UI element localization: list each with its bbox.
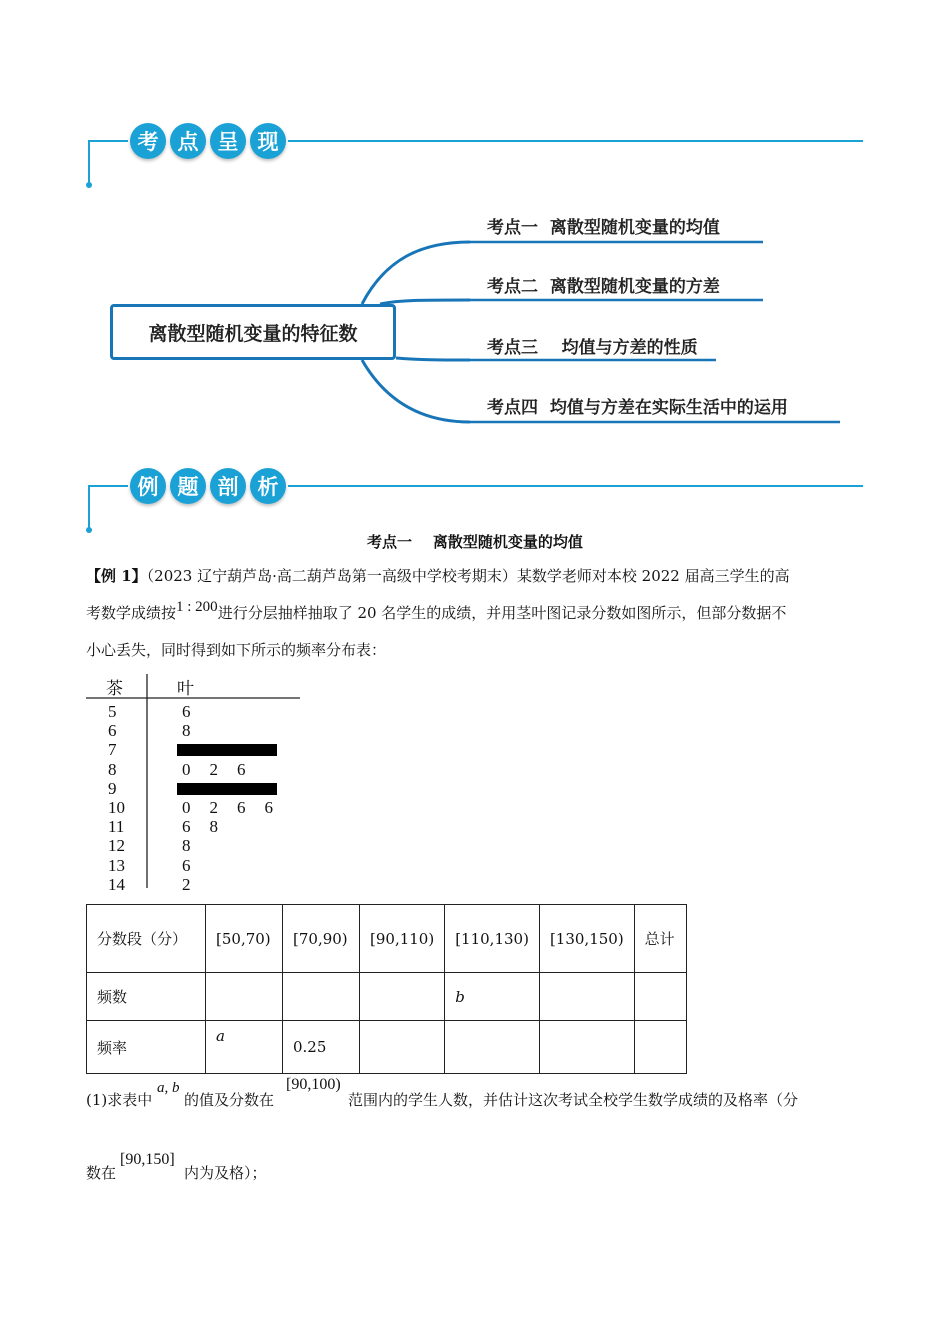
table-row — [87, 973, 687, 1021]
stem-value: 11 — [108, 817, 125, 837]
example-source: （2023 辽宁葫芦岛·高二葫芦岛第一高级中学校考期末）某数学老师对本校 2022 届高三学生的高 — [146, 567, 790, 585]
stem-value: 7 — [108, 740, 117, 760]
example-line-1 — [86, 567, 866, 585]
stem-value: 8 — [108, 759, 117, 779]
question-text: 内为及格）； — [184, 1164, 267, 1182]
table-cell — [283, 973, 360, 1021]
banner-char: 题 — [170, 468, 206, 504]
banner-char: 例 — [130, 468, 166, 504]
banner-char: 考 — [130, 123, 166, 159]
leaf-header: 叶 — [177, 679, 194, 699]
leaf-value: 8 — [182, 836, 191, 856]
banner-char: 现 — [250, 123, 286, 159]
leaf-value: 0 — [182, 798, 191, 817]
table-cell: b — [445, 973, 540, 1021]
banner-char: 剖 — [210, 468, 246, 504]
hidden-leaves-bar — [177, 783, 277, 795]
table-header-cell: [70,90) — [283, 905, 360, 973]
leaf-value: 8 — [182, 721, 191, 741]
leaf-value: 6 — [237, 759, 246, 779]
branch-curve — [362, 360, 470, 422]
table-cell: 0.25 — [283, 1021, 360, 1074]
table-header-cell: [50,70) — [206, 905, 283, 973]
table-cell — [360, 1021, 445, 1074]
question-text: 范围内的学生人数，并估计这次考试全校学生数学成绩的及格率（分 — [348, 1091, 799, 1109]
banner-char: 点 — [170, 123, 206, 159]
mindmap-center: 离散型随机变量的特征数 — [110, 304, 396, 360]
table-header-cell: 总计 — [634, 905, 686, 973]
table-cell: a — [206, 1021, 283, 1074]
stem-value: 12 — [108, 836, 125, 856]
example-label: 【例 1】 — [86, 567, 147, 585]
stem-value: 13 — [108, 855, 125, 875]
mindmap-item: 考点一 离散型随机变量的均值 — [487, 218, 720, 238]
question-1-line-1 — [86, 1076, 876, 1119]
banner-line — [88, 140, 90, 184]
table-header-cell: [90,110) — [360, 905, 445, 973]
table-cell — [445, 1021, 540, 1074]
table-cell — [634, 1021, 686, 1074]
banner-line — [88, 485, 90, 529]
leaf-value: 6 — [264, 798, 273, 817]
interval-formula: [90,150] — [120, 1151, 175, 1168]
leaf-value: 6 — [182, 817, 191, 837]
banner-title — [130, 123, 286, 159]
mindmap-item: 考点四 均值与方差在实际生活中的运用 — [487, 398, 788, 418]
example-line-2 — [86, 599, 866, 623]
leaf-value: 8 — [209, 817, 218, 837]
leaf-value: 6 — [182, 702, 191, 721]
question-text: 数在 — [86, 1164, 117, 1182]
frequency-table — [86, 904, 687, 1074]
question-text: 的值及分数在 — [184, 1091, 275, 1109]
example-text: 考数学成绩按 — [86, 604, 177, 622]
banner-char: 析 — [250, 468, 286, 504]
stem-value: 10 — [108, 798, 125, 817]
stem-value: 9 — [108, 778, 117, 798]
table-cell: 频率 — [87, 1021, 206, 1074]
hidden-leaves-bar — [177, 744, 277, 756]
example-text: 进行分层抽样抽取了 20 名学生的成绩，并用茎叶图记录分数如图所示，但部分数据不 — [217, 604, 787, 622]
stem-value: 14 — [108, 874, 125, 894]
stem-value: 5 — [108, 702, 117, 721]
table-header-cell: [130,150) — [539, 905, 634, 973]
mindmap-item: 考点三 均值与方差的性质 — [487, 338, 698, 358]
stem-leaf-plot — [86, 672, 306, 894]
table-cell — [539, 1021, 634, 1074]
banner-line — [88, 485, 128, 487]
banner-char: 呈 — [210, 123, 246, 159]
leaf-value: 2 — [182, 874, 191, 894]
table-cell — [206, 973, 283, 1021]
table-cell — [634, 973, 686, 1021]
table-cell — [539, 973, 634, 1021]
table-header-cell: 分数段（分） — [87, 905, 206, 973]
banner-dot — [86, 182, 92, 188]
branch-curve — [396, 358, 470, 360]
branch-curve — [362, 242, 470, 304]
table-cell — [360, 973, 445, 1021]
banner-title — [130, 468, 286, 504]
interval-formula: [90,100) — [286, 1076, 341, 1093]
ratio-formula: 1 : 200 — [176, 599, 218, 615]
table-header-row — [87, 905, 687, 973]
banner-line — [288, 485, 863, 487]
table-cell: 频数 — [87, 973, 206, 1021]
leaf-value: 6 — [182, 855, 191, 875]
leaf-value: 6 — [237, 798, 246, 817]
var-formula: a, b — [157, 1080, 180, 1096]
section-banner-1 — [88, 130, 863, 184]
question-1-line-2 — [86, 1150, 876, 1190]
leaf-value: 0 — [182, 759, 191, 779]
banner-line — [288, 140, 863, 142]
stem-header: 茶 — [106, 679, 123, 699]
table-row — [87, 1021, 687, 1074]
section-title: 考点一 离散型随机变量的均值 — [367, 533, 583, 551]
question-text: (1)求表中 — [86, 1091, 153, 1109]
stem-value: 6 — [108, 721, 117, 741]
leaf-value: 2 — [209, 798, 218, 817]
banner-line — [88, 140, 128, 142]
table-header-cell: [110,130) — [445, 905, 540, 973]
example-line-3: 小心丢失，同时得到如下所示的频率分布表： — [86, 641, 387, 659]
leaf-value: 2 — [209, 759, 218, 779]
section-banner-2 — [88, 475, 863, 529]
mindmap-item: 考点二 离散型随机变量的方差 — [487, 277, 720, 297]
